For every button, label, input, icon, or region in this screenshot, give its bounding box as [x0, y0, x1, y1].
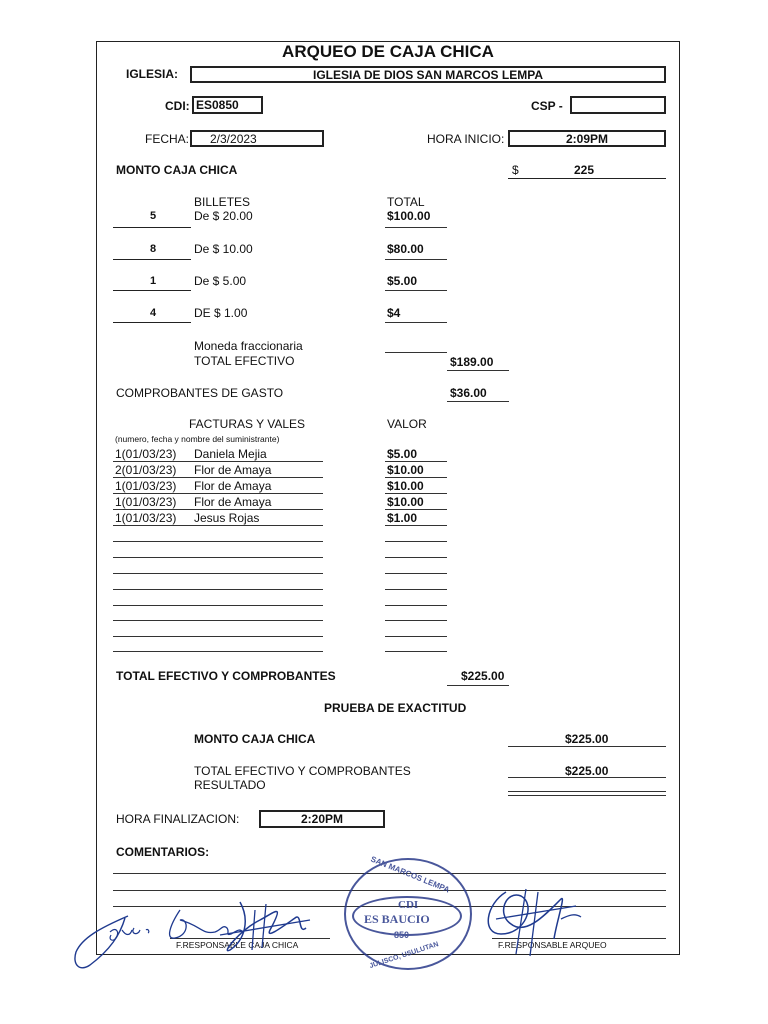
empty-valor-line [385, 589, 447, 590]
empty-factura-line [113, 605, 323, 606]
resultado-line [508, 795, 666, 796]
monto-label: MONTO CAJA CHICA [116, 163, 238, 177]
billete-total-1: $4 [387, 306, 401, 320]
factura-ref: 1(01/03/23) [115, 447, 177, 461]
monto-currency: $ [512, 163, 519, 177]
monto-underline [508, 178, 666, 179]
factura-value: $1.00 [387, 511, 418, 525]
seal-number: 850 [394, 930, 410, 940]
seal-bottom-text: JULISCO, USULUTAN [368, 941, 440, 970]
prueba-monto-value: $225.00 [565, 732, 609, 746]
billete-denom-1: DE $ 1.00 [194, 306, 248, 320]
billete-total-line [385, 290, 447, 291]
prueba-total-line [508, 777, 666, 778]
billete-count-line [113, 227, 191, 228]
empty-factura-line [113, 620, 323, 621]
factura-value-line [385, 461, 447, 462]
billetes-header: BILLETES [194, 195, 251, 209]
factura-name: Flor de Amaya [194, 495, 272, 509]
valor-header: VALOR [387, 417, 427, 431]
factura-value-line [385, 525, 447, 526]
resultado-label: RESULTADO [194, 778, 266, 792]
prueba-monto-line [508, 746, 666, 747]
comprobantes-label: COMPROBANTES DE GASTO [116, 386, 284, 400]
billete-total-20: $100.00 [387, 209, 431, 223]
factura-value: $10.00 [387, 495, 424, 509]
factura-name: Daniela Mejia [194, 447, 267, 461]
iglesia-label: IGLESIA: [126, 67, 179, 81]
factura-value: $5.00 [387, 447, 418, 461]
billete-denom-10: De $ 10.00 [194, 242, 253, 256]
billete-count-5: 1 [150, 275, 157, 287]
empty-valor-line [385, 636, 447, 637]
empty-valor-line [385, 605, 447, 606]
hora-inicio-field[interactable]: 2:09PM [508, 130, 666, 147]
total-ec-label: TOTAL EFECTIVO Y COMPROBANTES [116, 669, 336, 683]
empty-factura-line [113, 541, 323, 542]
factura-ref: 1(01/03/23) [115, 511, 177, 525]
empty-factura-line [113, 651, 323, 652]
billete-count-10: 8 [150, 243, 157, 255]
prueba-total-value: $225.00 [565, 764, 609, 778]
seal-cdi: CDI [398, 899, 419, 911]
comentarios-label: COMENTARIOS: [116, 845, 210, 859]
firma-label-left: F.RESPONSABLE CAJA CHICA [176, 940, 299, 950]
csp-label: CSP - [531, 99, 563, 113]
empty-valor-line [385, 573, 447, 574]
empty-factura-line [113, 589, 323, 590]
iglesia-field[interactable]: IGLESIA DE DIOS SAN MARCOS LEMPA [190, 66, 666, 83]
fecha-label: FECHA: [145, 132, 190, 146]
hora-fin-label: HORA FINALIZACION: [116, 812, 240, 826]
resultado-line [508, 791, 666, 792]
factura-line [113, 461, 323, 462]
empty-valor-line [385, 541, 447, 542]
seal-mid: ES BAUCIO [364, 912, 430, 926]
form-title: ARQUEO DE CAJA CHICA [282, 42, 494, 61]
billete-denom-20: De $ 20.00 [194, 209, 253, 223]
factura-ref: 1(01/03/23) [115, 495, 177, 509]
billete-denom-5: De $ 5.00 [194, 274, 247, 288]
billete-total-line [385, 322, 447, 323]
comprobantes-line [447, 401, 509, 402]
cdi-field[interactable]: ES0850 [192, 96, 263, 114]
billete-count-line [113, 290, 191, 291]
church-seal [344, 854, 472, 970]
factura-ref: 2(01/03/23) [115, 463, 177, 477]
seal-top-text: SAN MARCOS LEMPA [369, 854, 451, 895]
factura-line [113, 509, 323, 510]
factura-name: Jesus Rojas [194, 511, 260, 525]
factura-value-line [385, 493, 447, 494]
empty-valor-line [385, 620, 447, 621]
signature-left [70, 890, 340, 980]
factura-name: Flor de Amaya [194, 463, 272, 477]
factura-value-line [385, 509, 447, 510]
empty-valor-line [385, 651, 447, 652]
billete-count-1: 4 [150, 307, 157, 319]
empty-valor-line [385, 557, 447, 558]
factura-name: Flor de Amaya [194, 479, 272, 493]
facturas-note: (numero, fecha y nombre del suministrante) [115, 434, 280, 444]
signature-right [466, 884, 586, 964]
moneda-label: Moneda fraccionaria [194, 339, 303, 353]
prueba-total-label: TOTAL EFECTIVO Y COMPROBANTES [194, 764, 411, 778]
facturas-header: FACTURAS Y VALES [189, 417, 306, 431]
factura-value-line [385, 477, 447, 478]
billete-count-line [113, 259, 191, 260]
factura-line [113, 525, 323, 526]
csp-field[interactable] [570, 96, 666, 114]
fecha-field[interactable]: 2/3/2023 [190, 130, 324, 147]
billetes-total-header: TOTAL [387, 195, 425, 209]
empty-factura-line [113, 557, 323, 558]
billete-total-5: $5.00 [387, 274, 418, 288]
empty-factura-line [113, 636, 323, 637]
billete-total-line [385, 259, 447, 260]
firma-label-right: F.RESPONSABLE ARQUEO [498, 940, 607, 950]
factura-ref: 1(01/03/23) [115, 479, 177, 493]
prueba-monto-label: MONTO CAJA CHICA [194, 732, 316, 746]
billete-total-line [385, 227, 447, 228]
monto-value: 225 [574, 163, 595, 177]
hora-fin-field[interactable]: 2:20PM [259, 810, 385, 828]
billete-total-10: $80.00 [387, 242, 424, 256]
billete-count-20: 5 [150, 210, 157, 222]
empty-factura-line [113, 573, 323, 574]
total-efectivo-value: $189.00 [450, 355, 494, 369]
moneda-line [385, 352, 447, 353]
factura-value: $10.00 [387, 479, 424, 493]
total-ec-value: $225.00 [461, 669, 505, 683]
billete-count-line [113, 322, 191, 323]
cdi-label: CDI: [165, 99, 190, 113]
total-ec-line [447, 685, 509, 686]
total-efectivo-line [447, 370, 509, 371]
total-efectivo-label: TOTAL EFECTIVO [194, 354, 295, 368]
factura-value: $10.00 [387, 463, 424, 477]
comprobantes-value: $36.00 [450, 386, 487, 400]
hora-inicio-label: HORA INICIO: [427, 132, 505, 146]
prueba-title: PRUEBA DE EXACTITUD [324, 701, 467, 715]
factura-line [113, 493, 323, 494]
factura-line [113, 477, 323, 478]
